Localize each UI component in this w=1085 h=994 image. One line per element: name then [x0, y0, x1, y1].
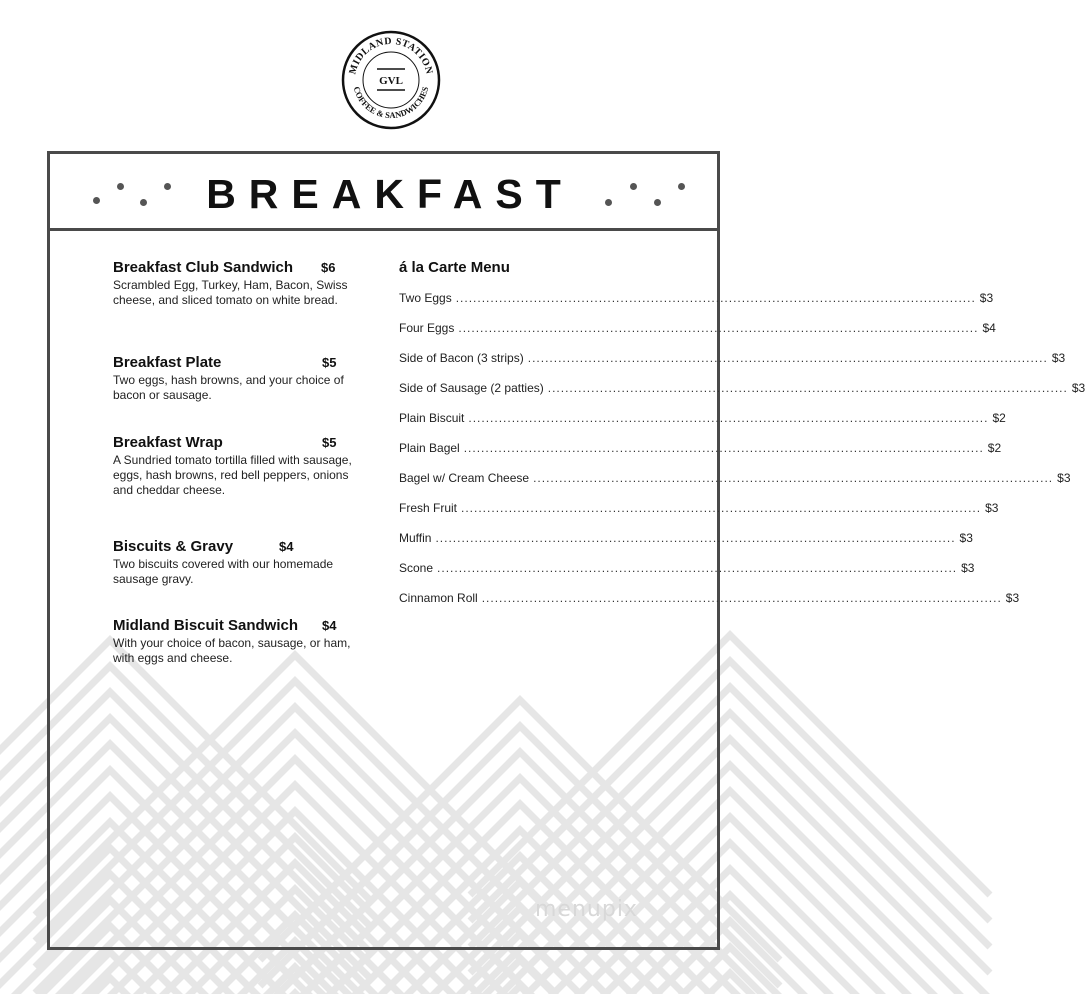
dot-leader: ........................................................................................................................	[481, 591, 1002, 605]
logo-top-text: MIDLAND STATION	[347, 35, 435, 76]
carte-item-name: Plain Bagel	[399, 441, 460, 455]
carte-item-name: Bagel w/ Cream Cheese	[399, 471, 530, 485]
dot-leader: ........................................................................................................................	[547, 381, 1068, 395]
menu-item	[113, 434, 363, 498]
decor-dot	[140, 199, 147, 206]
carte-row	[399, 351, 1066, 367]
carte-item-name: Cinnamon Roll	[399, 591, 478, 605]
carte-row	[399, 531, 973, 547]
page-title: BREAKFAST	[206, 171, 574, 217]
carte-item-price: $3	[1071, 381, 1085, 395]
item-name: Breakfast Club Sandwich	[113, 259, 294, 276]
item-description: With your choice of bacon, sausage, or ham, with eggs and cheese.	[113, 636, 351, 665]
menu-item	[113, 259, 363, 308]
carte-item-name: Muffin	[399, 531, 432, 545]
carte-item-name: Four Eggs	[399, 321, 455, 335]
decor-dot	[678, 183, 685, 190]
item-price: $4	[322, 618, 337, 633]
item-name: Breakfast Wrap	[113, 434, 223, 451]
menu-item	[113, 354, 363, 403]
decor-dot	[630, 183, 637, 190]
carte-item-price: $3	[1057, 471, 1071, 485]
carte-item-price: $3	[1005, 591, 1020, 605]
carte-row	[399, 471, 1071, 487]
carte-item-name: Two Eggs	[399, 291, 452, 305]
header-band	[50, 154, 717, 231]
carte-row	[399, 561, 975, 577]
dot-leader: ........................................................................................................................	[527, 351, 1048, 365]
carte-item-name: Scone	[399, 561, 434, 575]
item-name: Midland Biscuit Sandwich	[113, 617, 299, 634]
dot-leader: ........................................................................................................................	[455, 291, 976, 305]
carte-item-price: $3	[961, 561, 975, 575]
carte-item-name: Plain Biscuit	[399, 411, 465, 425]
logo-center-text: GVL	[379, 75, 403, 87]
carte-row	[399, 291, 994, 307]
dot-leader: ........................................................................................................................	[458, 321, 979, 335]
item-description: Scrambled Egg, Turkey, Ham, Bacon, Swiss cheese, and sliced tomato on white bread.	[113, 278, 348, 307]
item-price: $5	[322, 355, 337, 370]
item-name: Breakfast Plate	[113, 354, 222, 371]
menu-item	[113, 538, 363, 587]
carte-row	[399, 321, 996, 337]
item-price: $4	[279, 539, 294, 554]
decor-dot	[164, 183, 171, 190]
carte-item-price: $2	[987, 441, 1002, 455]
carte-item-price: $4	[982, 321, 996, 335]
dot-leader: ........................................................................................................................	[468, 411, 989, 425]
carte-item-price: $3	[979, 291, 994, 305]
decor-dot	[117, 183, 124, 190]
carte-item-price: $2	[992, 411, 1006, 425]
carte-item-name: Side of Sausage (2 patties)	[399, 381, 544, 395]
midland-station-logo	[341, 30, 441, 130]
carte-item-price: $3	[959, 531, 973, 545]
carte-row	[399, 501, 999, 517]
carte-row	[399, 411, 1006, 427]
carte-item-name: Fresh Fruit	[399, 501, 458, 515]
carte-heading: á la Carte Menu	[399, 259, 510, 276]
carte-row	[399, 381, 1085, 397]
decor-dot	[654, 199, 661, 206]
carte-item-price: $3	[985, 501, 999, 515]
dot-leader: ........................................................................................................................	[435, 531, 956, 545]
dot-leader: ........................................................................................................................	[461, 501, 982, 515]
decor-dot	[93, 197, 100, 204]
dot-leader: ........................................................................................................................	[437, 561, 958, 575]
dot-leader: ........................................................................................................................	[533, 471, 1054, 485]
carte-item-price: $3	[1051, 351, 1066, 365]
item-description: Two biscuits covered with our homemade sausage gravy.	[113, 557, 334, 586]
item-price: $5	[322, 435, 337, 450]
item-name: Biscuits & Gravy	[113, 538, 234, 555]
carte-row	[399, 591, 1020, 607]
dot-leader: ........................................................................................................................	[463, 441, 984, 455]
carte-item-name: Side of Bacon (3 strips)	[399, 351, 524, 365]
watermark: menupix	[535, 897, 638, 922]
item-description: A Sundried tomato tortilla filled with sausage, eggs, hash browns, red bell peppers, onions and cheddar cheese.	[113, 453, 352, 497]
item-price: $6	[321, 260, 336, 275]
item-description: Two eggs, hash browns, and your choice of bacon or sausage.	[113, 373, 344, 402]
logo-bottom-text: COFFEE & SANDWICHES	[351, 85, 431, 121]
carte-row	[399, 441, 1002, 457]
menu-item	[113, 617, 363, 666]
decor-dot	[605, 199, 612, 206]
